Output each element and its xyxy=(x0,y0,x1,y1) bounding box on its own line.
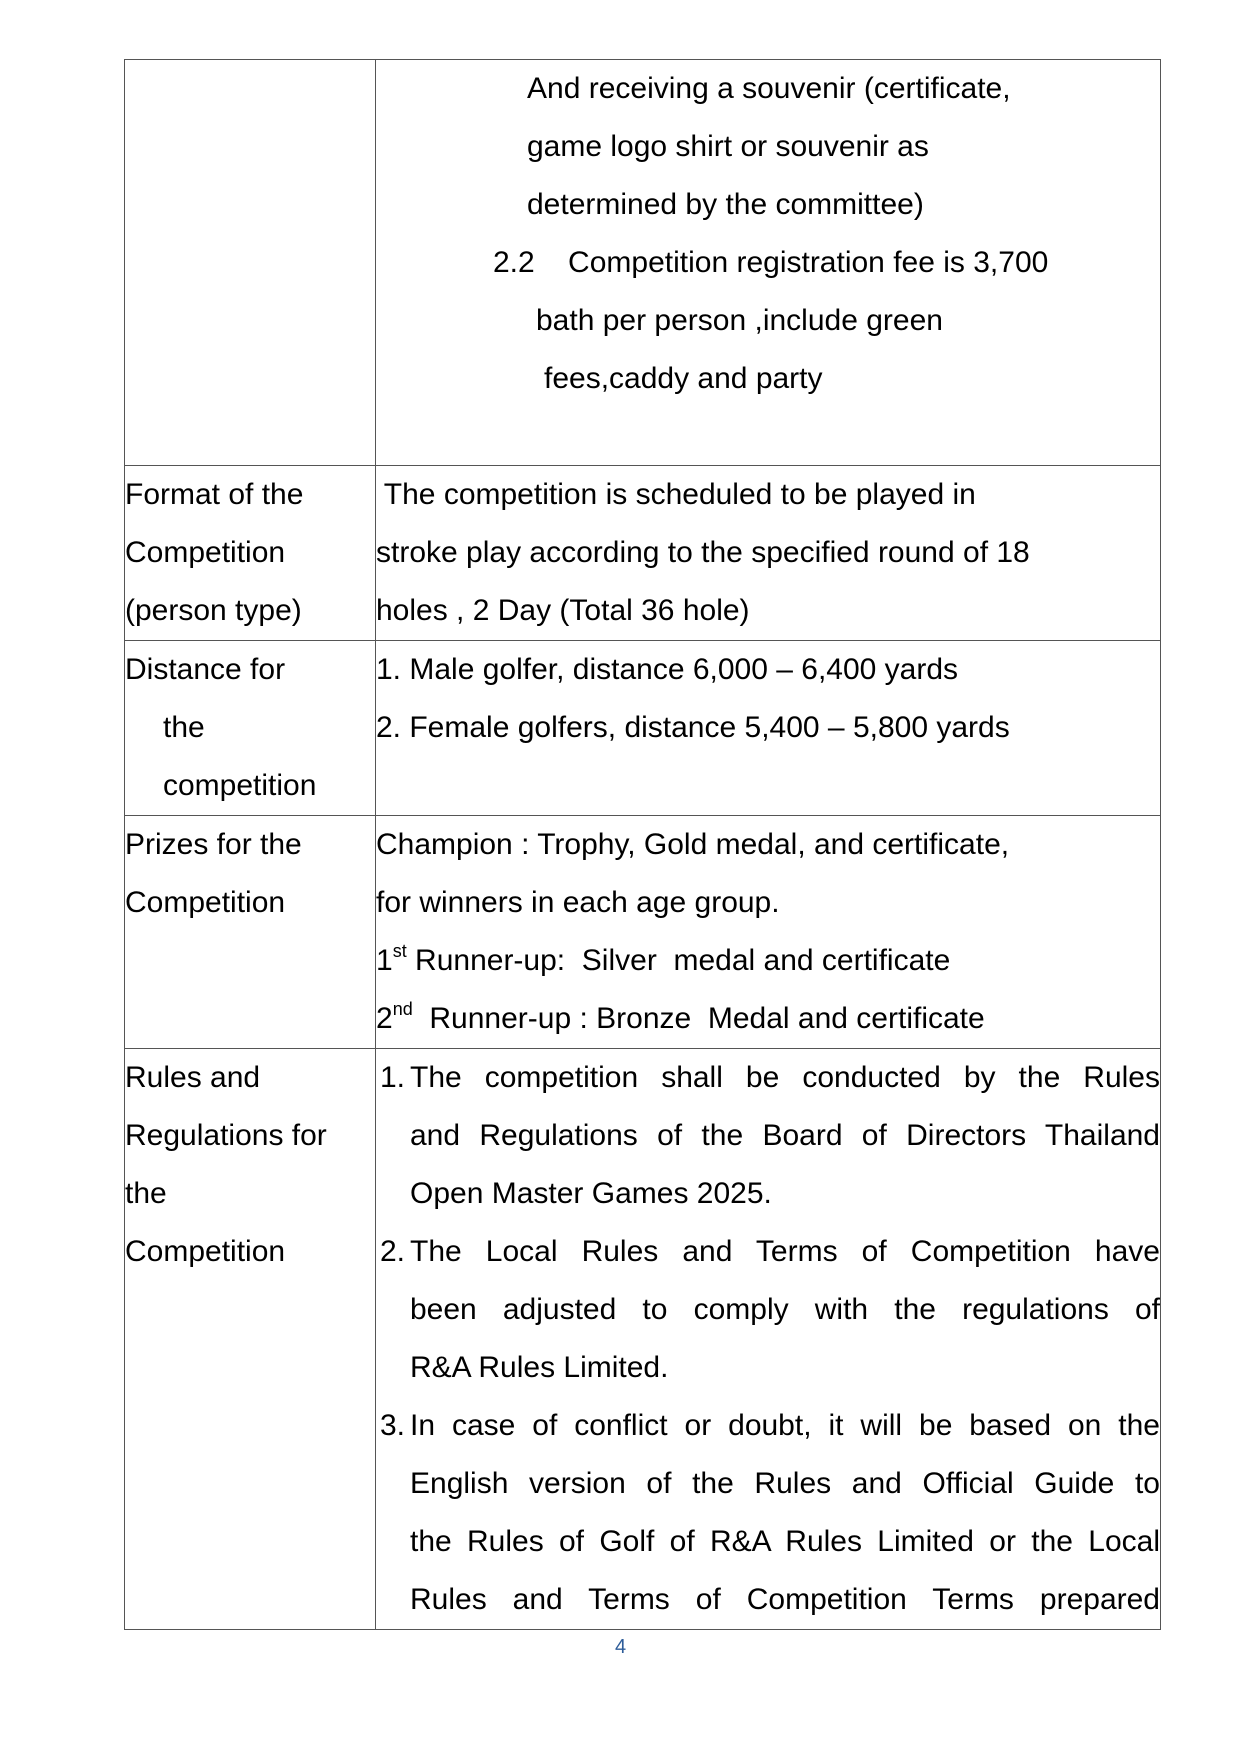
label-line: (person type) xyxy=(125,594,302,627)
content-line: 1. Male golfer, distance 6,000 – 6,400 yards xyxy=(376,653,959,686)
content-cell-prizes xyxy=(376,816,1161,1049)
rule-line: Rules and Terms of Competition Terms prepared xyxy=(410,1583,1160,1616)
table-row-prizes xyxy=(125,816,1161,1049)
label-line: Prizes for the xyxy=(125,828,302,861)
ordinal-suffix: st xyxy=(392,941,407,961)
label-line: Competition xyxy=(125,886,286,919)
label-cell-empty xyxy=(125,60,376,466)
label-line: competition xyxy=(163,769,317,802)
content-cell-souvenir-fee xyxy=(376,60,1161,466)
content-line: game logo shirt or souvenir as xyxy=(527,130,929,163)
table-row-format xyxy=(125,466,1161,641)
rule-item-3 xyxy=(380,1397,1160,1629)
label-line: Competition xyxy=(125,536,286,569)
runner-up-1-line xyxy=(376,932,1160,990)
rule-line: the Rules of Golf of R&A Rules Limited or the Local xyxy=(410,1525,1160,1558)
content-cell-distance xyxy=(376,641,1161,816)
rule-number: 3. xyxy=(380,1409,406,1442)
rule-text xyxy=(410,1223,1160,1397)
content-line: fees,caddy and party xyxy=(544,362,823,395)
rule-number: 1. xyxy=(380,1061,406,1094)
content-line: for winners in each age group. xyxy=(376,886,780,919)
content-line: bath per person ,include green xyxy=(536,304,943,337)
table-row-distance xyxy=(125,641,1161,816)
content-line: stroke play according to the specified round of 18 xyxy=(376,536,1030,569)
label-line: Format of the xyxy=(125,478,304,511)
rules-table xyxy=(124,59,1161,1630)
rule-number: 2. xyxy=(380,1235,406,1268)
content-cell-rules xyxy=(376,1049,1161,1630)
rule-line: The competition shall be conducted by the Rules xyxy=(410,1061,1160,1094)
label-cell-rules xyxy=(125,1049,376,1630)
content-line: 2. Female golfers, distance 5,400 – 5,800 yards xyxy=(376,711,1010,744)
rule-item-2 xyxy=(380,1223,1160,1397)
runner-up-text: Runner-up: Silver medal and certificate xyxy=(406,944,951,977)
rule-line: R&A Rules Limited. xyxy=(410,1351,669,1384)
rule-line: The Local Rules and Terms of Competition have xyxy=(410,1235,1160,1268)
page-number: 4 xyxy=(614,1636,627,1658)
label-line: the xyxy=(163,711,205,744)
table-row-rules xyxy=(125,1049,1161,1630)
rule-line: and Regulations of the Board of Directors Thailand xyxy=(410,1119,1160,1152)
label-cell-format xyxy=(125,466,376,641)
label-line: the xyxy=(125,1177,167,1210)
content-line: And receiving a souvenir (certificate, xyxy=(527,72,1011,105)
label-line: Regulations for xyxy=(125,1119,327,1152)
rule-item-1 xyxy=(380,1049,1160,1223)
content-line: holes , 2 Day (Total 36 hole) xyxy=(376,594,750,627)
rule-line: In case of conflict or doubt, it will be based on the xyxy=(410,1409,1160,1442)
ordinal-number: 2 xyxy=(376,1002,393,1035)
content-cell-format xyxy=(376,466,1161,641)
content-line: Champion : Trophy, Gold medal, and certificate, xyxy=(376,828,1010,861)
rule-text xyxy=(410,1049,1160,1223)
table-row-souvenir-fee xyxy=(125,60,1161,466)
label-cell-distance xyxy=(125,641,376,816)
label-line: Competition xyxy=(125,1235,286,1268)
rule-line: Open Master Games 2025. xyxy=(410,1177,772,1210)
runner-up-2-line xyxy=(376,990,1160,1048)
rule-line: been adjusted to comply with the regulations of xyxy=(410,1293,1160,1326)
label-line: Rules and xyxy=(125,1061,261,1094)
ordinal-suffix: nd xyxy=(392,999,413,1019)
content-line: 2.2 Competition registration fee is 3,700 xyxy=(493,246,1049,279)
label-cell-prizes xyxy=(125,816,376,1049)
content-line: determined by the committee) xyxy=(527,188,924,221)
ordinal-number: 1 xyxy=(376,944,393,977)
runner-up-text: Runner-up : Bronze Medal and certificate xyxy=(412,1002,985,1035)
rule-text xyxy=(410,1397,1160,1629)
label-line: Distance for xyxy=(125,653,286,686)
rule-line: English version of the Rules and Official Guide to xyxy=(410,1467,1160,1500)
content-line: The competition is scheduled to be played in xyxy=(376,478,976,511)
